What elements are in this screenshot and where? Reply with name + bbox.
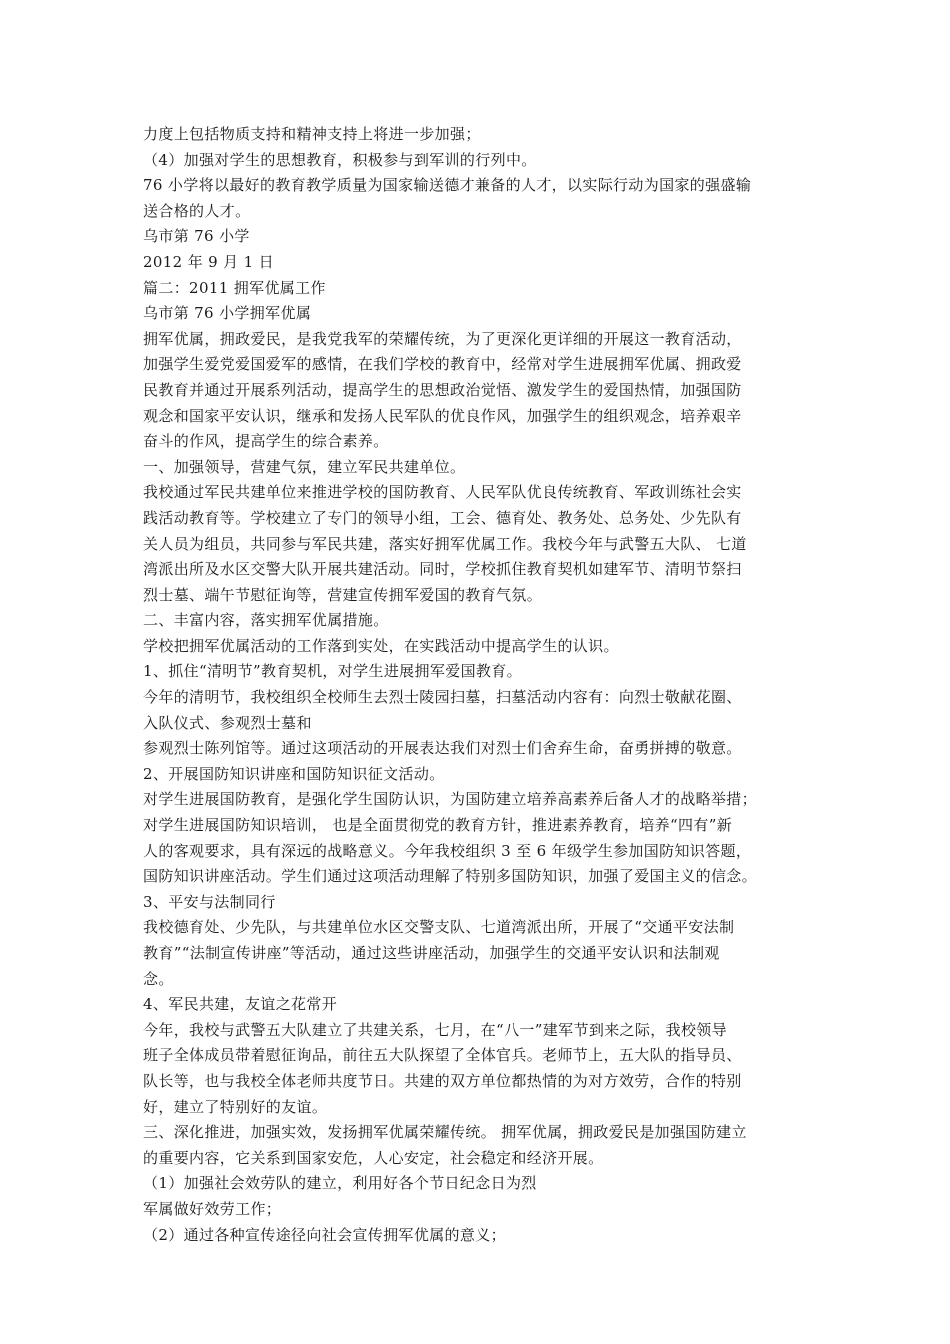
- text-line: 人的客观要求，具有深远的战略意义。今年我校组织 3 至 6 年级学生参加国防知识答题，: [143, 841, 752, 860]
- text-line: 国防知识讲座活动。学生们通过这项活动理解了特别多国防知识，加强了爱国主义的信念。: [143, 867, 758, 886]
- text-line: 念。: [143, 969, 174, 988]
- text-line: 一、加强领导，营建气氛，建立军民共建单位。: [143, 457, 466, 476]
- text-line: 三、深化推进，加强实效，发扬拥军优属荣耀传统。 拥军优属，拥政爱民是加强国防建立: [143, 1123, 747, 1142]
- text-line: （2）通过各种宣传途径向社会宣传拥军优属的意义；: [143, 1225, 506, 1244]
- text-line: 今年的清明节，我校组织全校师生去烈士陵园扫墓，扫墓活动内容有：向烈士敬献花圈、: [143, 688, 742, 707]
- text-line: 班子全体成员带着慰征询品，前往五大队探望了全体官兵。老师节上，五大队的指导员、: [143, 1046, 742, 1065]
- text-line: 观念和国家平安认识，继承和发扬人民军队的优良作风，加强学生的组织观念，培养艰辛: [143, 406, 742, 425]
- text-line: 1、抓住“清明节”教育契机，对学生进展拥军爱国教育。: [143, 662, 522, 681]
- text-line: 的重要内容，它关系到国家安危，人心安定，社会稳定和经济开展。: [143, 1148, 604, 1167]
- text-line: 2012 年 9 月 1 日: [143, 252, 275, 271]
- text-line: 对学生进展国防知识培训， 也是全面贯彻党的教育方针，推进素养教育，培养“四有”新: [143, 816, 733, 835]
- text-line: 乌市第 76 小学: [143, 227, 250, 246]
- text-line: 今年，我校与武警五大队建立了共建关系，七月，在“八一”建军节到来之际，我校领导: [143, 1020, 727, 1039]
- text-line: 教育”“法制宣传讲座”等活动，通过这些讲座活动，加强学生的交通平安认识和法制观: [143, 944, 720, 962]
- text-line: 送合格的人才。: [143, 201, 251, 220]
- text-line: 二、丰富内容，落实拥军优属措施。: [143, 611, 389, 630]
- text-line: 践活动教育等。学校建立了专门的领导小组，工会、德育处、教务处、总务处、少先队有: [143, 508, 742, 527]
- text-line: 关人员为组员，共同参与军民共建，落实好拥军优属工作。我校今年与武警五大队、 七道: [143, 534, 747, 553]
- text-line: 76 小学将以最好的教育教学质量为国家输送德才兼备的人才，以实际行动为国家的强盛输: [143, 176, 752, 195]
- text-line: 学校把拥军优属活动的工作落到实处，在实践活动中提高学生的认识。: [143, 636, 619, 655]
- text-line: （1）加强社会效劳队的建立，利用好各个节日纪念日为烈: [143, 1174, 537, 1193]
- text-line: 好，建立了特别好的友谊。: [143, 1097, 328, 1116]
- text-line: 3、平安与法制同行: [143, 892, 276, 911]
- text-line: 我校通过军民共建单位来推进学校的国防教育、人民军队优良传统教育、军政训练社会实: [143, 483, 742, 502]
- text-line: 对学生进展国防教育，是强化学生国防认识，为国防建立培养高素养后备人才的战略举措；: [143, 790, 758, 809]
- text-line: 军属做好效劳工作；: [143, 1199, 282, 1218]
- text-line: 加强学生爱党爱国爱军的感情，在我们学校的教育中，经常对学生进展拥军优属、拥政爱: [143, 355, 742, 374]
- text-line: 湾派出所及水区交警大队开展共建活动。同时，学校抓住教育契机如建军节、清明节祭扫: [143, 560, 742, 579]
- text-line: 篇二：2011 拥军优属工作: [143, 278, 326, 297]
- text-line: 队长等，也与我校全体老师共度节日。共建的双方单位都热情的为对方效劳，合作的特别: [143, 1071, 742, 1090]
- text-line: 拥军优属，拥政爱民，是我党我军的荣耀传统，为了更深化更详细的开展这一教育活动，: [143, 329, 742, 348]
- text-line: 入队仪式、参观烈士墓和: [143, 713, 312, 732]
- text-line: 力度上包括物质支持和精神支持上将进一步加强；: [143, 125, 481, 143]
- text-line: 烈士墓、端午节慰征询等，营建宣传拥军爱国的教育气氛。: [143, 585, 543, 604]
- text-line: 我校德育处、少先队，与共建单位水区交警支队、七道湾派出所，开展了“交通平安法制: [143, 918, 735, 937]
- document-body: [143, 122, 811, 1248]
- text-line: 奋斗的作风，提高学生的综合素养。: [143, 432, 389, 451]
- text-line: 乌市第 76 小学拥军优属: [143, 304, 312, 323]
- text-line: 4、军民共建，友谊之花常开: [143, 995, 338, 1014]
- text-line: 民教育并通过开展系列活动，提高学生的思想政治觉悟、激发学生的爱国热情，加强国防: [143, 380, 742, 399]
- text-line: 2、开展国防知识讲座和国防知识征文活动。: [143, 764, 445, 783]
- text-line: 参观烈士陈列馆等。通过这项活动的开展表达我们对烈士们舍弃生命，奋勇拼搏的敬意。: [143, 739, 742, 758]
- text-line: （4）加强对学生的思想教育，积极参与到军训的行列中。: [143, 150, 537, 169]
